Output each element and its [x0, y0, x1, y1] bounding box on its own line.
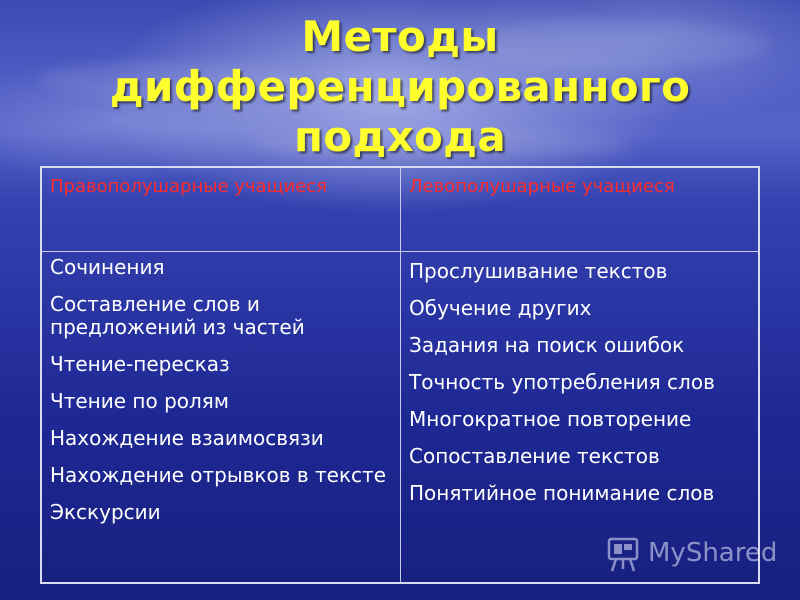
list-item: Нахождение взаимосвязи: [50, 426, 324, 450]
presentation-screen-icon: [606, 533, 640, 573]
list-item: Многократное повторение: [409, 407, 692, 431]
list-item: Задания на поиск ошибок: [409, 333, 685, 357]
list-item: Точность употребления слов: [409, 370, 715, 394]
list-item: Сочинения: [50, 255, 165, 279]
watermark: [606, 530, 777, 576]
methods-table: [40, 166, 760, 584]
list-item: Чтение-пересказ: [50, 352, 230, 376]
list-item: Составление слов и предложений из частей: [50, 292, 305, 339]
slide-title: Методы дифференцированного подхода: [109, 12, 691, 161]
table-header-left-hemisphere: Левополушарные учащиеся: [409, 176, 675, 197]
list-item: Чтение по ролям: [50, 389, 229, 413]
watermark-text: MyShared: [648, 538, 778, 568]
table-column-right-hemisphere: [42, 252, 401, 582]
list-item: Нахождение отрывков в тексте: [50, 463, 387, 487]
list-item: Экскурсии: [50, 500, 161, 524]
table-header-right-hemisphere: Правополушарные учащиеся: [42, 168, 401, 251]
list-item: Понятийное понимание слов: [409, 481, 715, 505]
list-item: Сопоставление текстов: [409, 444, 660, 468]
list-item: Обучение других: [409, 296, 592, 320]
list-item: Прослушивание текстов: [409, 259, 668, 283]
